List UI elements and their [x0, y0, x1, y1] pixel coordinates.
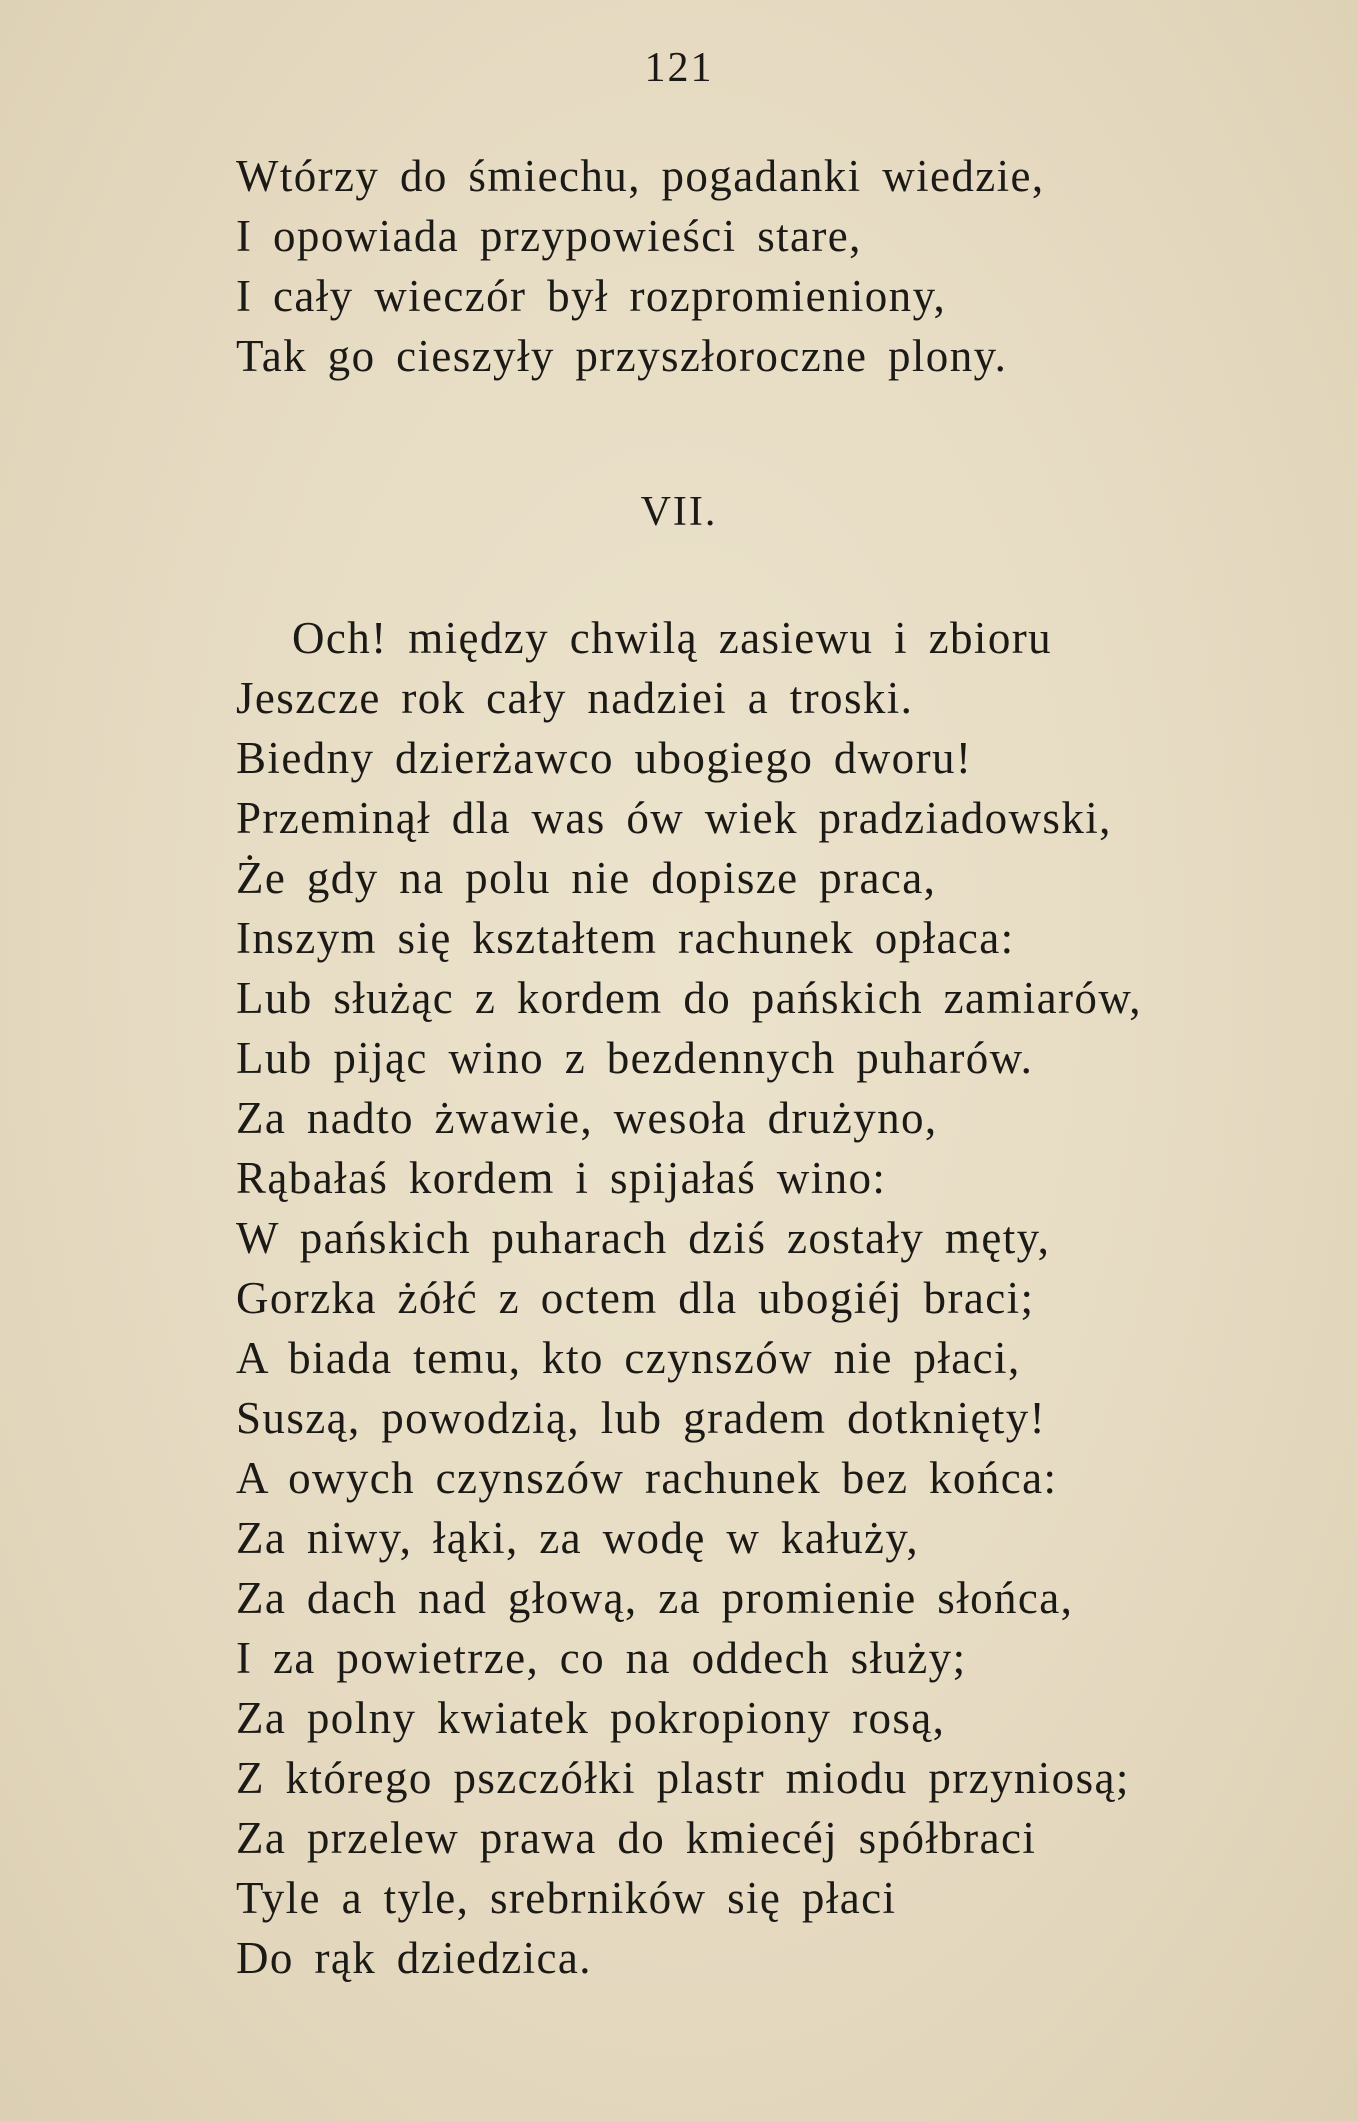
verse-line: Rąbałaś kordem i spijałaś wino:	[236, 1153, 887, 1203]
verse-line: I opowiada przypowieści stare,	[236, 211, 862, 261]
verse-line: Lub służąc z kordem do pańskich zamiarów,	[236, 973, 1142, 1023]
stanza-main	[236, 608, 1336, 1988]
verse-line: Gorzka żółć z octem dla ubogiéj braci;	[236, 1273, 1035, 1323]
verse-line: Przeminął dla was ów wiek pradziadowski,	[236, 793, 1112, 843]
verse-line: W pańskich puharach dziś zostały męty,	[236, 1213, 1051, 1263]
verse-line: Tak go cieszyły przyszłoroczne plony.	[236, 331, 1008, 381]
verse-line: Za dach nad głową, za promienie słońca,	[236, 1573, 1074, 1623]
verse-line: Za przelew prawa do kmiecéj spółbraci	[236, 1813, 1037, 1863]
section-heading: VII.	[640, 489, 718, 535]
verse-line: Że gdy na polu nie dopisze praca,	[236, 853, 937, 903]
verse-line: I cały wieczór był rozpromieniony,	[236, 271, 947, 321]
stanza-top	[236, 146, 1336, 386]
verse-line: Z którego pszczółki plastr miodu przyniosą;	[236, 1753, 1130, 1803]
verse-line: Suszą, powodzią, lub gradem dotknięty!	[236, 1393, 1047, 1443]
verse-line: Za nadto żwawie, wesoła drużyno,	[236, 1093, 938, 1143]
verse-line: Wtórzy do śmiechu, pogadanki wiedzie,	[236, 151, 1045, 201]
verse-line: Do rąk dziedzica.	[236, 1933, 592, 1983]
verse-line: Tyle a tyle, srebrników się płaci	[236, 1873, 897, 1923]
verse-line: Inszym się kształtem rachunek opłaca:	[236, 913, 1015, 963]
verse-line: Za polny kwiatek pokropiony rosą,	[236, 1693, 946, 1743]
page-number: 121	[644, 45, 714, 91]
verse-line: I za powietrze, co na oddech służy;	[236, 1633, 967, 1683]
verse-line: A biada temu, kto czynszów nie płaci,	[236, 1333, 1021, 1383]
verse-line: Och! między chwilą zasiewu i zbioru	[292, 613, 1053, 663]
verse-line: A owych czynszów rachunek bez końca:	[236, 1453, 1058, 1503]
verse-line: Lub pijąc wino z bezdennych puharów.	[236, 1033, 1034, 1083]
verse-line: Za niwy, łąki, za wodę w kałuży,	[236, 1513, 920, 1563]
verse-line: Biedny dzierżawco ubogiego dworu!	[236, 733, 973, 783]
verse-line: Jeszcze rok cały nadziei a troski.	[236, 673, 914, 723]
